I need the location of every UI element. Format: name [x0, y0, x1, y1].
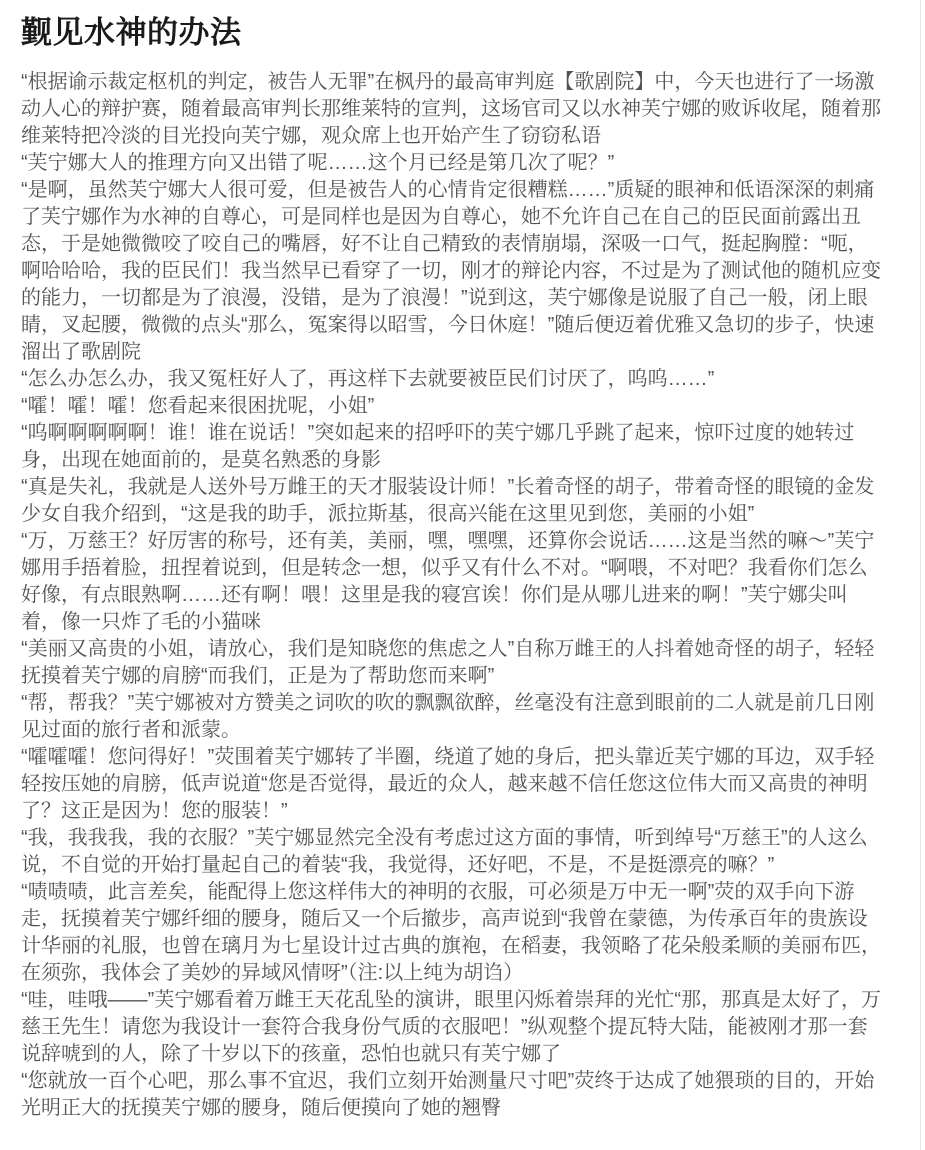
article-body — [21, 69, 886, 1122]
paragraph: “您就放一百个心吧，那么事不宜迟，我们立刻开始测量尺寸吧”荧终于达成了她猥琐的目的，开始光明正大的抚摸芙宁娜的腰身，随后便摸向了她的翘臀 — [21, 1070, 875, 1119]
paragraph: “万，万慈王？好厉害的称号，还有美，美丽，嘿，嘿嘿，还算你会说话……这是当然的嘛～”芙宁娜用手捂着脸，扭捏着说到，但是转念一想，似乎又有什么不对。“啊喂，不对吧？我看你们怎么好像，有点眼熟啊……还有啊！喂！这里是我的寝宫诶！你们是从哪儿进来的啊！”芙宁娜尖叫着，像一只炸了毛的小猫咪 — [21, 530, 875, 633]
paragraph: “我，我我我，我的衣服？”芙宁娜显然完全没有考虑过这方面的事情，听到绰号“万慈王”的人这么说，不自觉的开始打量起自己的着装“我，我觉得，还好吧，不是，不是挺漂亮的嘛？” — [21, 827, 868, 876]
paragraph: “啧啧啧，此言差矣，能配得上您这样伟大的神明的衣服，可必须是万中无一啊”荧的双手向下游走，抚摸着芙宁娜纤细的腰身，随后又一个后撤步，高声说到“我曾在蒙德，为传承百年的贵族设计华丽的礼服，也曾在璃月为七星设计过古典的旗袍，在稻妻，我领略了花朵般柔顺的美丽布匹，在须弥，我体会了美妙的异域风情呀”（注:以上纯为胡诌） — [21, 881, 881, 984]
paragraph: “真是失礼，我就是人送外号万雌王的天才服装设计师！”长着奇怪的胡子，带着奇怪的眼镜的金发少女自我介绍到，“这是我的助手，派拉斯基，很高兴能在这里见到您，美丽的小姐” — [21, 476, 875, 525]
paragraph: “芙宁娜大人的推理方向又出错了呢……这个月已经是第几次了呢？” — [21, 152, 615, 174]
paragraph: “嚯！嚯！嚯！您看起来很困扰呢，小姐” — [21, 395, 375, 417]
paragraph: “哇，哇哦——”芙宁娜看着万雌王天花乱坠的演讲，眼里闪烁着崇拜的光忙“那，那真是太好了，万慈王先生！请您为我设计一套符合我身份气质的衣服吧！”纵观整个提瓦特大陆，能被刚才那一套说辞唬到的人，除了十岁以下的孩童，恐怕也就只有芙宁娜了 — [21, 989, 881, 1065]
paragraph: “根据谕示裁定枢机的判定，被告人无罪”在枫丹的最高审判庭【歌剧院】中，今天也进行了一场激动人心的辩护赛，随着最高审判长那维莱特的宣判，这场官司又以水神芙宁娜的败诉收尾，随着那维莱特把冷淡的目光投向芙宁娜，观众席上也开始产生了窃窃私语 — [21, 71, 881, 147]
paragraph: “嚯嚯嚯！您问得好！”荧围着芙宁娜转了半圈，绕道了她的身后，把头靠近芙宁娜的耳边，双手轻轻按压她的肩膀，低声说道“您是否觉得，最近的众人，越来越不信任您这位伟大而又高贵的神明了？这正是因为！您的服装！” — [21, 746, 875, 822]
paragraph: “呜啊啊啊啊啊！谁！谁在说话！”突如起来的招呼吓的芙宁娜几乎跳了起来，惊吓过度的她转过身，出现在她面前的，是莫名熟悉的身影 — [21, 422, 855, 471]
paragraph: “帮，帮我？”芙宁娜被对方赞美之词吹的吹的飘飘欲醉，丝毫没有注意到眼前的二人就是前几日刚见过面的旅行者和派蒙。 — [21, 692, 875, 741]
page-title: 觐见水神的办法 — [21, 15, 242, 50]
paragraph: “是啊，虽然芙宁娜大人很可爱，但是被告人的心情肯定很糟糕……”质疑的眼神和低语深深的刺痛了芙宁娜作为水神的自尊心，可是同样也是因为自尊心，她不允许自己在自己的臣民面前露出丑态，于是她微微咬了咬自己的嘴唇，好不让自己精致的表情崩塌，深吸一口气，挺起胸膛：“呃，啊哈哈哈，我的臣民们！我当然早已看穿了一切，刚才的辩论内容，不过是为了测试他的随机应变的能力，一切都是为了浪漫，没错，是为了浪漫！”说到这，芙宁娜像是说服了自己一般，闭上眼睛，叉起腰，微微的点头“那么，冤案得以昭雪，今日休庭！”随后便迈着优雅又急切的步子，快速溜出了歌剧院 — [21, 179, 881, 363]
scrollbar-track[interactable] — [920, 0, 921, 1150]
paragraph: “美丽又高贵的小姐，请放心，我们是知晓您的焦虑之人”自称万雌王的人抖着她奇怪的胡子，轻轻抚摸着芙宁娜的肩膀“而我们，正是为了帮助您而来啊” — [21, 638, 875, 687]
paragraph: “怎么办怎么办，我又冤枉好人了，再这样下去就要被臣民们讨厌了，呜呜……” — [21, 368, 715, 390]
